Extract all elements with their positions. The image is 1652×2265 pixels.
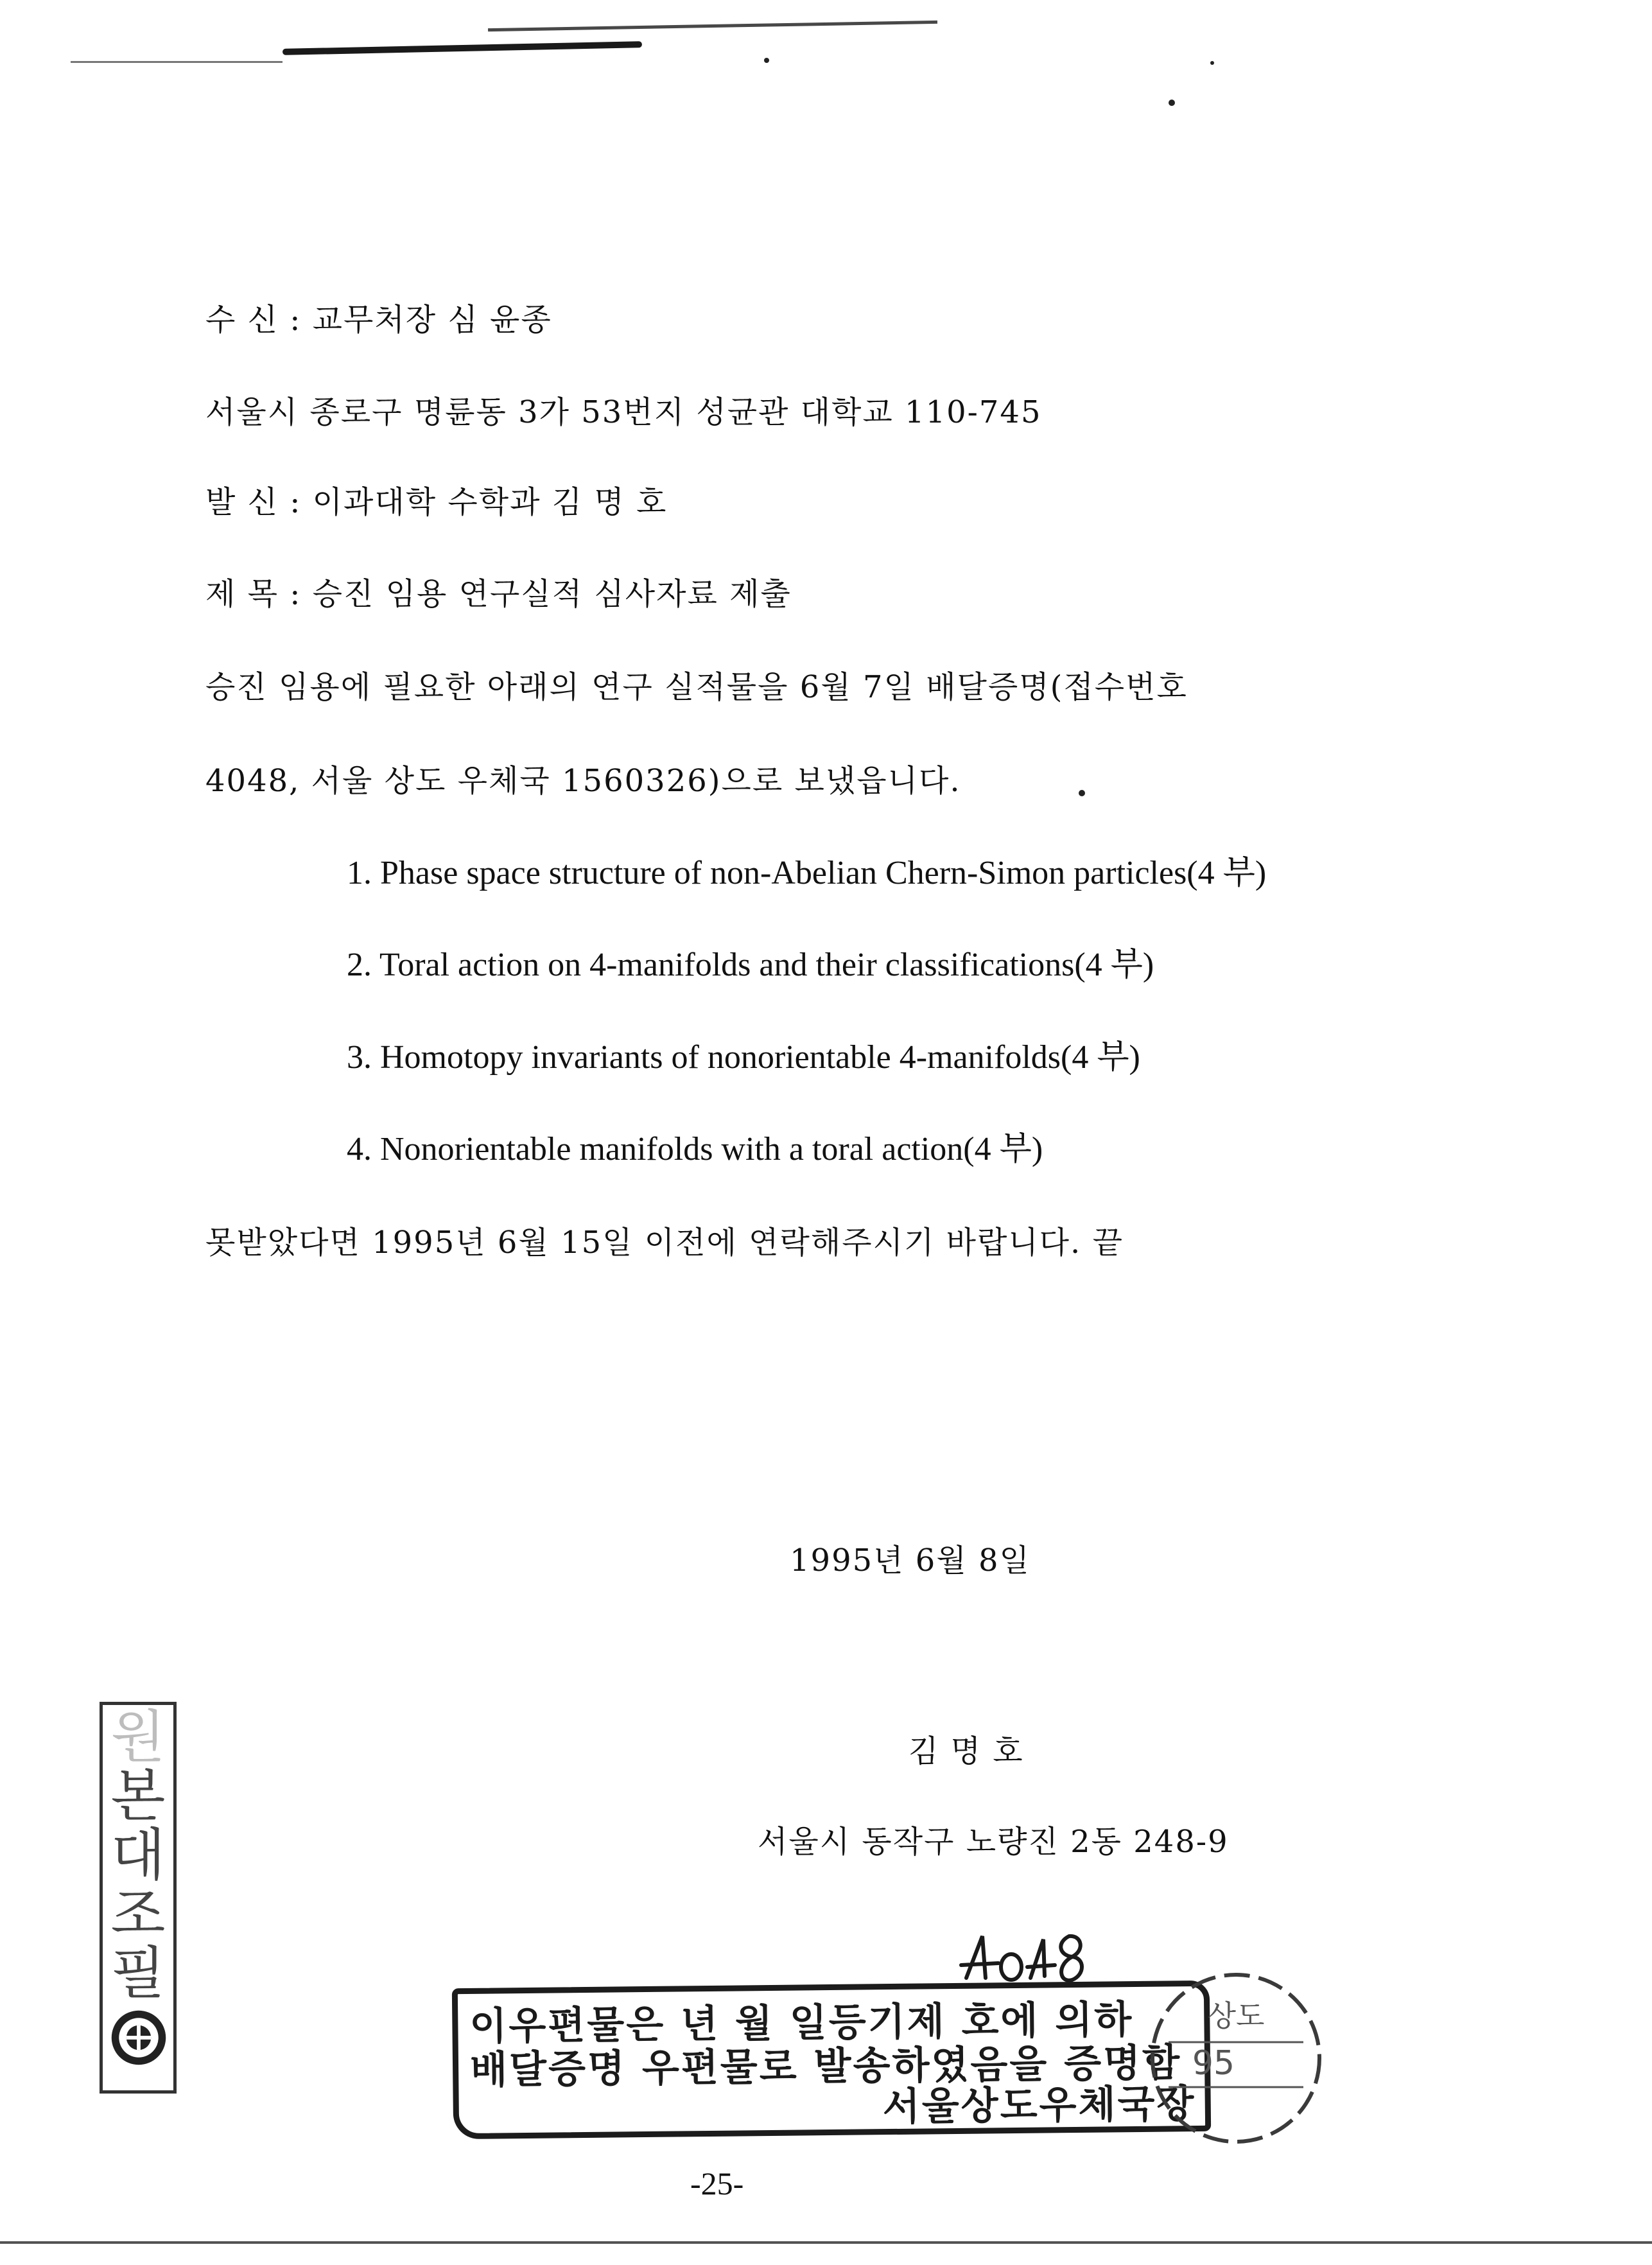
scan-speck bbox=[1079, 790, 1085, 796]
seal-char: 조 bbox=[110, 1881, 166, 1947]
page-number: -25- bbox=[690, 2165, 744, 2201]
scan-speck bbox=[764, 58, 769, 63]
postal-certification-stamp bbox=[452, 1981, 1211, 2139]
list-item: 4. Nonorientable manifolds with a toral action(4 부) bbox=[347, 1131, 1043, 1167]
seal-char: 본 bbox=[110, 1763, 166, 1829]
stamp-line-2: 배달증명 우편물로 발송하였음을 증명함 bbox=[469, 2040, 1182, 2093]
recipient-line: 수 신 : 교무처장 심 윤종 bbox=[205, 302, 552, 338]
body-line-2: 4048, 서울 상도 우체국 1560326)으로 보냈읍니다. bbox=[205, 763, 961, 799]
stamp-line-3: 서울상도우체국장 bbox=[882, 2081, 1196, 2130]
scan-artifact-top bbox=[283, 41, 642, 55]
signer-name: 김 명 호 bbox=[909, 1733, 1024, 1769]
postmark-label: 상도 bbox=[1207, 1998, 1265, 2033]
list-item: 2. Toral action on 4-manifolds and their classifications(4 부) bbox=[347, 947, 1154, 983]
body-line-1: 승진 임용에 필요한 아래의 연구 실적물을 6월 7일 배달증명(접수번호 bbox=[205, 669, 1188, 705]
scan-speck bbox=[1169, 100, 1175, 106]
scan-artifact-top-2 bbox=[488, 21, 937, 31]
stamp-line-1: 이우편물은 년 월 일등기제 호에 의하 bbox=[469, 1997, 1134, 2049]
vertical-seal bbox=[100, 1702, 177, 2094]
closing-line: 못받았다면 1995년 6월 15일 이전에 연락해주시기 바랍니다. 끝 bbox=[205, 1225, 1124, 1261]
address-line: 서울시 종로구 명륜동 3가 53번지 성균관 대학교 110-745 bbox=[205, 394, 1042, 430]
postmark-date: 95 bbox=[1192, 2044, 1235, 2083]
scan-speck bbox=[1210, 61, 1214, 65]
list-item: 1. Phase space structure of non-Abelian Chern-Simon particles(4 부) bbox=[347, 855, 1267, 891]
scan-artifact-bottom bbox=[0, 2241, 1652, 2244]
list-item: 3. Homotopy invariants of nonorientable 4-manifolds(4 부) bbox=[347, 1039, 1140, 1076]
seal-char: 원 bbox=[110, 1704, 166, 1770]
postmark-icon bbox=[1143, 1965, 1329, 2151]
signer-address: 서울시 동작구 노량진 2동 248-9 bbox=[758, 1824, 1229, 1860]
sender-line: 발 신 : 이과대학 수학과 김 명 호 bbox=[205, 484, 668, 520]
seal-char: 대 bbox=[110, 1822, 166, 1888]
seal-char: 필 bbox=[110, 1940, 166, 2006]
subject-line: 제 목 : 승진 임용 연구실적 심사자료 제출 bbox=[205, 576, 792, 612]
scan-artifact-top-3 bbox=[71, 61, 283, 63]
memo-date: 1995년 6월 8일 bbox=[790, 1543, 1030, 1579]
university-emblem-icon bbox=[108, 2007, 170, 2068]
